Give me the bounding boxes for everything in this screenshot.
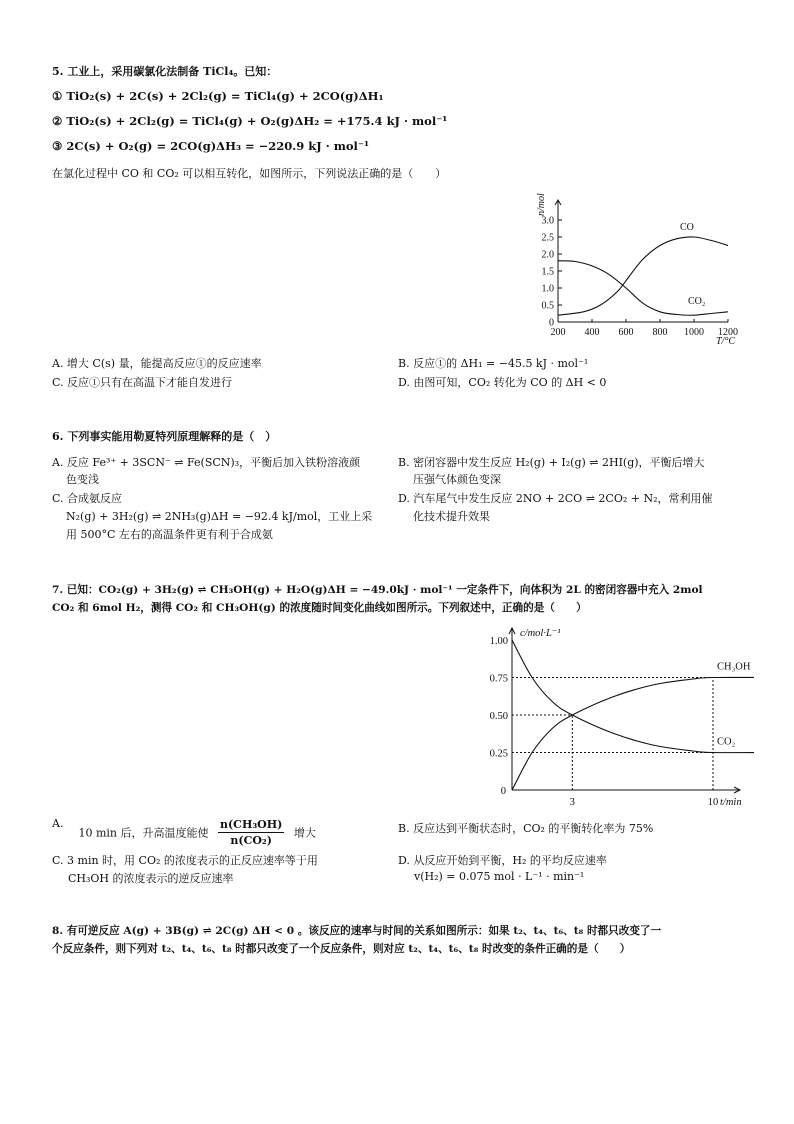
q7-option-a-text2: 增大 [293, 826, 316, 840]
q6-option-b-line2[interactable]: 压强气体颜色变深 [413, 473, 501, 486]
q6-option-a-line1[interactable]: A. 反应 Fe³⁺ + 3SCN⁻ ⇌ Fe(SCN)₃，平衡后加入铁粉溶液颜 [52, 456, 361, 469]
q6-option-d-line2[interactable]: 化技术提升效果 [413, 510, 490, 523]
q7-option-a-prefix: A. [52, 817, 64, 830]
q7-stem-line1: 7. 已知：CO₂(g) + 3H₂(g) ⇌ CH₃OH(g) + H₂O(g)ΔH = −49.0kJ · mol⁻¹ 一定条件下，向体积为 2L 的密闭容器中充入 2mol [52, 584, 703, 596]
y-tick-label: 0.50 [489, 711, 508, 722]
q5-question: 在氯化过程中 CO 和 CO₂ 可以相互转化，如图所示，下列说法正确的是（ ） [52, 167, 447, 180]
x-tick-label: 400 [584, 327, 600, 338]
y-tick-label: 0.5 [541, 300, 554, 312]
y-axis-label: n/mol [536, 193, 547, 216]
q7-option-a-text1: 10 min 后，升高温度能使 [78, 826, 209, 840]
x-tick-label: 600 [618, 327, 634, 338]
q7-option-a[interactable] [52, 817, 316, 848]
y-tick-label: 3.0 [541, 215, 554, 227]
q6-option-a-line2[interactable]: 色变浅 [66, 473, 99, 486]
x-axis-label: T/°C [716, 336, 736, 346]
q7-option-c-line2[interactable]: CH₃OH 的浓度表示的逆反应速率 [68, 872, 234, 885]
y-tick-label: 1.0 [541, 283, 554, 295]
q5-option-d[interactable]: D. 由图可知，CO₂ 转化为 CO 的 ΔH < 0 [398, 376, 607, 389]
series-line-co2 [558, 261, 728, 315]
series-label-co2: CO₂ [688, 295, 706, 307]
q5-equation-1: ① TiO₂(s) + 2C(s) + 2Cl₂(g) = TiCl₄(g) + 2CO(g)ΔH₁ [52, 89, 384, 103]
x-tick-label: 1200 [718, 327, 738, 338]
q5-chart [510, 186, 740, 346]
q7-fraction-numerator: n(CH₃OH) [219, 818, 283, 831]
series-label-ch3oh: CH₃OH [717, 661, 751, 673]
q7-option-a-fraction [218, 817, 284, 848]
y-tick-label: 2.5 [541, 232, 554, 244]
x-tick-label: 3 [569, 797, 575, 808]
q7-stem-line2: CO₂ 和 6mol H₂，测得 CO₂ 和 CH₃OH(g) 的浓度随时间变化曲线如图所示。下列叙述中，正确的是（ ） [52, 602, 587, 614]
q6-option-c-line2[interactable]: N₂(g) + 3H₂(g) ⇌ 2NH₃(g)ΔH = −92.4 kJ/mol，工业上采 [66, 510, 373, 523]
q7-chart [476, 620, 754, 810]
y-tick-label: 2.0 [541, 249, 554, 261]
q8-stem-line2: 个反应条件，则下列对 t₂、t₄、t₆、t₈ 时都只改变了一个反应条件，则对应 t₂、t₄、t₆、t₈ 时改变的条件正确的是（ ） [52, 943, 631, 955]
series-line-ch3oh [512, 677, 754, 790]
q7-option-d-line2[interactable]: v(H₂) = 0.075 mol · L⁻¹ · min⁻¹ [414, 870, 585, 883]
y-tick-label: 0 [549, 317, 554, 329]
q6-option-c-line1[interactable]: C. 合成氨反应 [52, 492, 123, 505]
y-tick-label: 1.5 [541, 266, 554, 278]
q5-equation-3: ③ 2C(s) + O₂(g) = 2CO(g)ΔH₃ = −220.9 kJ · mol⁻¹ [52, 139, 370, 153]
y-axis-label: c/mol·L⁻¹ [520, 628, 561, 639]
origin-label: 0 [500, 786, 506, 797]
q5-option-b[interactable]: B. 反应①的 ΔH₁ = −45.5 kJ · mol⁻¹ [398, 357, 589, 370]
x-tick-label: 200 [550, 327, 566, 338]
q7-option-c-line1[interactable]: C. 3 min 时，用 CO₂ 的浓度表示的正反应速率等于用 [52, 854, 318, 867]
series-label-co2: CO₂ [717, 736, 736, 748]
q6-option-d-line1[interactable]: D. 汽车尾气中发生反应 2NO + 2CO ⇌ 2CO₂ + N₂，常利用催 [398, 492, 713, 505]
q5-equation-2: ② TiO₂(s) + 2Cl₂(g) = TiCl₄(g) + O₂(g)ΔH₂ = +175.4 kJ · mol⁻¹ [52, 114, 448, 128]
x-tick-label: 10 [707, 797, 719, 808]
x-tick-label: 1000 [684, 327, 704, 338]
q6-option-c-line3[interactable]: 用 500°C 左右的高温条件更有利于合成氨 [66, 528, 273, 541]
q8-stem-line1: 8. 有可逆反应 A(g) + 3B(g) ⇌ 2C(g) ΔH < 0 。该反应的速率与时间的关系如图所示：如果 t₂、t₄、t₆、t₈ 时都只改变了一 [52, 925, 662, 937]
q5-stem: 5. 工业上，采用碳氯化法制备 TiCl₄。已知： [52, 65, 278, 78]
q6-stem: 6. 下列事实能用勒夏特列原理解释的是（ ） [52, 430, 277, 443]
y-tick-label: 1.00 [489, 636, 508, 647]
q5-option-c[interactable]: C. 反应①只有在高温下才能自发进行 [52, 376, 233, 389]
q7-fraction-denominator: n(CO₂) [230, 834, 272, 847]
q5-chart-plot [536, 193, 738, 346]
x-axis-label: t/min [720, 797, 742, 808]
q6-option-b-line1[interactable]: B. 密闭容器中发生反应 H₂(g) + I₂(g) ⇌ 2HI(g)，平衡后增大 [398, 456, 705, 469]
y-tick-label: 0.25 [489, 748, 508, 760]
series-label-co: CO [680, 222, 694, 233]
y-tick-label: 0.75 [489, 673, 508, 685]
q5-option-a[interactable]: A. 增大 C(s) 量，能提高反应①的反应速率 [52, 357, 262, 370]
q7-chart-plot [490, 628, 754, 808]
x-tick-label: 800 [652, 327, 668, 338]
q7-option-b[interactable]: B. 反应达到平衡状态时，CO₂ 的平衡转化率为 75% [398, 822, 654, 835]
q7-option-d-line1[interactable]: D. 从反应开始到平衡，H₂ 的平均反应速率 [398, 854, 607, 867]
